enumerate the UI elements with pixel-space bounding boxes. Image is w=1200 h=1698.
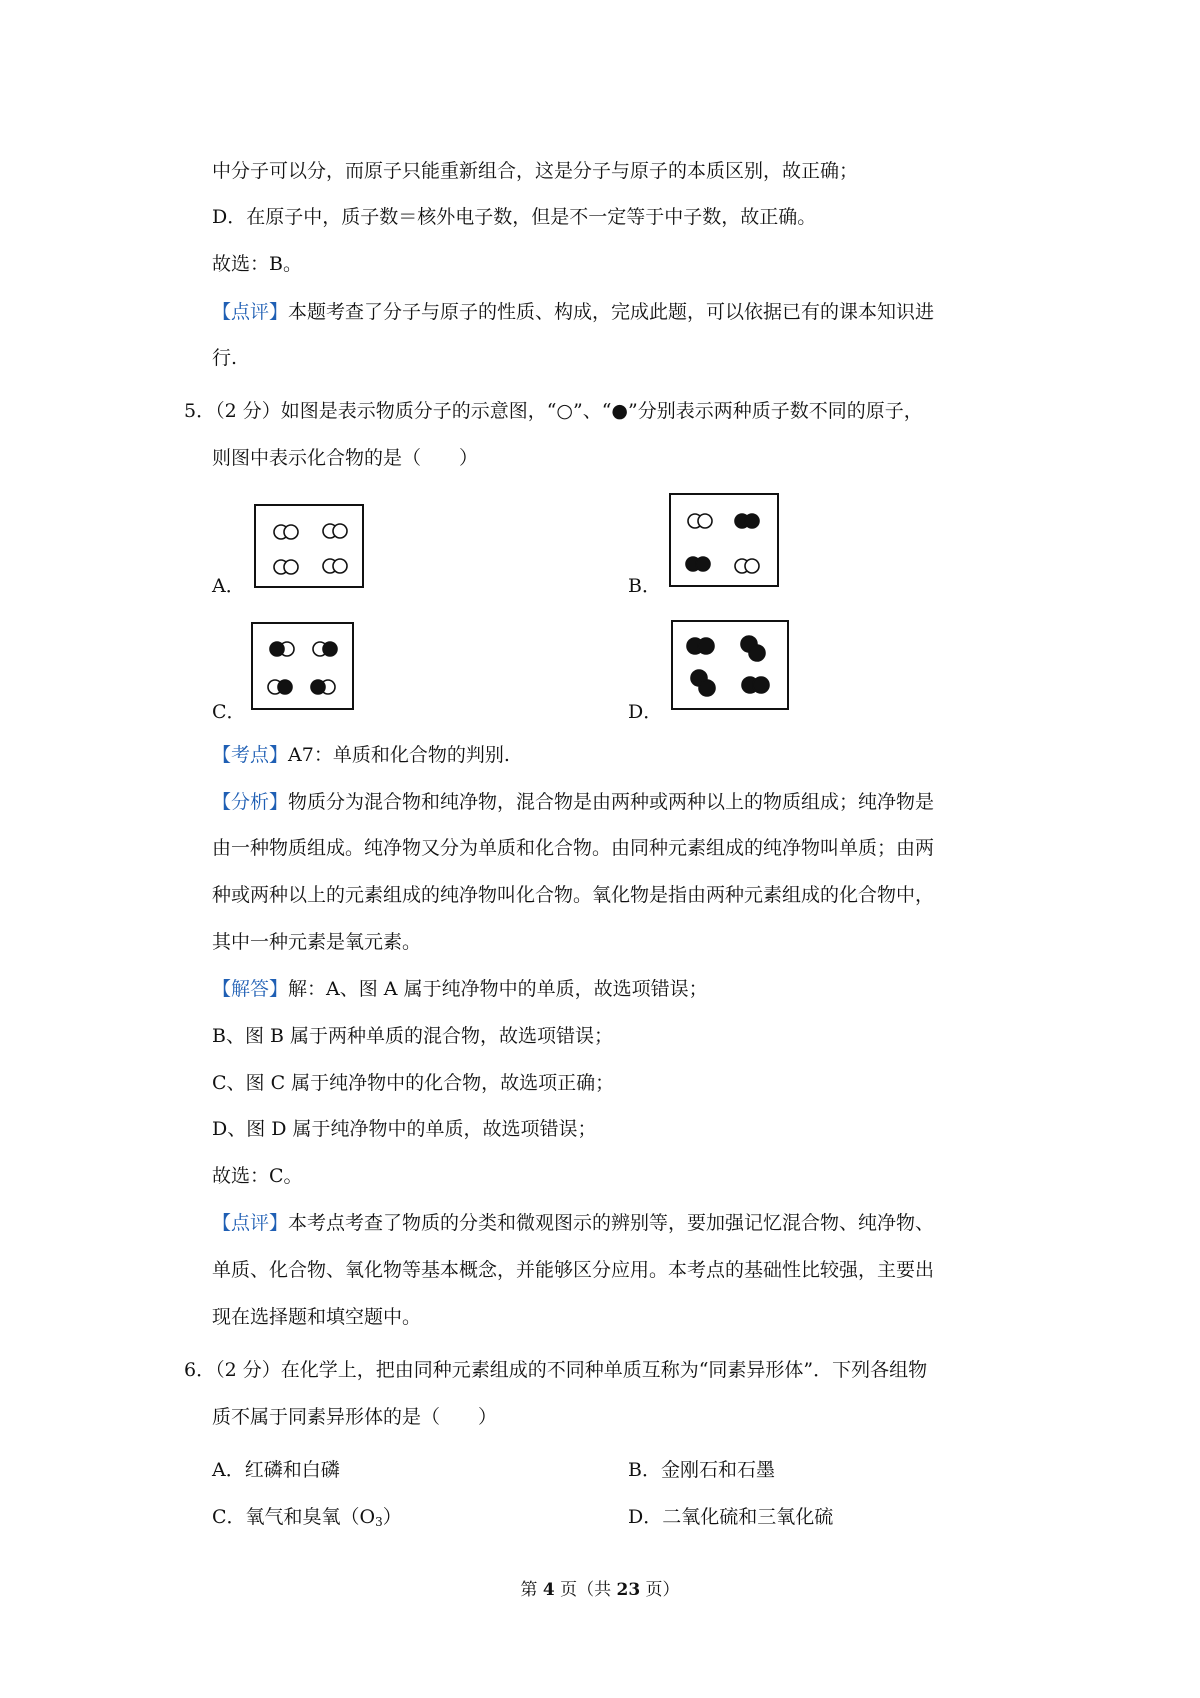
- q5-fenxi-line4: 其中一种元素是氧元素。: [212, 931, 422, 953]
- q5-jieda-line4: D、图 D 属于纯净物中的单质，故选项错误；: [212, 1118, 597, 1140]
- q5-stem: 5．（2 分）如图是表示物质分子的示意图，“○”、“●”分别表示两种质子数不同的原子，: [184, 400, 923, 422]
- q5-fenxi-line2: 由一种物质组成。纯净物又分为单质和化合物。由同种元素组成的纯净物叫单质；由两: [212, 837, 935, 859]
- tag-bracket-close: 】: [269, 301, 289, 323]
- q5-answer: 故选：C。: [212, 1165, 303, 1187]
- dianping-tag: 点评: [231, 1212, 270, 1234]
- q5-fenxi-line3: 种或两种以上的元素组成的纯净物叫化合物。氧化物是指由两种元素组成的化合物中，: [212, 884, 935, 906]
- q5-dianping-line3: 现在选择题和填空题中。: [212, 1306, 422, 1328]
- kaodian-text: A7：单质和化合物的判别.: [288, 744, 510, 766]
- prev-option-d: D．在原子中，质子数＝核外电子数，但是不一定等于中子数，故正确。: [212, 206, 817, 228]
- prev-comment: [212, 299, 934, 325]
- q5-option-c-label: C．: [212, 701, 246, 723]
- diagram-b-molecules: [671, 495, 777, 585]
- tag-bracket-close: 】: [269, 744, 289, 766]
- footer-page-number: 4: [542, 1580, 555, 1600]
- q6-option-c: [212, 1504, 402, 1530]
- q5-dianping-line2: 单质、化合物、氧化物等基本概念，并能够区分应用。本考点的基础性比较强，主要出: [212, 1259, 935, 1281]
- jieda-text: 解：A、图 A 属于纯净物中的单质，故选项错误；: [288, 978, 708, 1000]
- q5-fenxi: [212, 789, 934, 815]
- footer-suffix: 页）: [640, 1580, 680, 1600]
- q6-option-c-subscript: 3: [375, 1515, 383, 1529]
- q6-option-b: B．金刚石和石墨: [628, 1459, 775, 1481]
- prev-comment-cont: 行.: [212, 347, 238, 369]
- q6-stem: 6．（2 分）在化学上，把由同种元素组成的不同种单质互称为“同素异形体”．下列各组物: [184, 1359, 928, 1381]
- q5-option-b-diagram: [669, 493, 779, 587]
- q5-option-a-label: A．: [212, 575, 245, 597]
- tag-bracket-close: 】: [269, 978, 289, 1000]
- q6-option-c-end: ）: [382, 1506, 402, 1528]
- q6-option-a: A．红磷和白磷: [212, 1459, 340, 1481]
- q5-kaodian: [212, 742, 510, 768]
- footer-middle: 页（共: [554, 1580, 617, 1600]
- q5-jieda-line3: C、图 C 属于纯净物中的化合物，故选项正确；: [212, 1072, 615, 1094]
- footer-prefix: 第: [520, 1580, 543, 1600]
- q5-option-c-diagram: [251, 622, 354, 710]
- tag-bracket-close: 】: [269, 1212, 289, 1234]
- footer-total-pages: 23: [616, 1580, 641, 1600]
- tag-bracket-open: 【: [212, 1212, 232, 1234]
- jieda-tag: 解答: [231, 978, 270, 1000]
- comment-tag: 点评: [231, 301, 270, 323]
- q5-option-d-diagram: [671, 620, 789, 710]
- dianping-text: 本考点考查了物质的分类和微观图示的辨别等，要加强记忆混合物、纯净物、: [288, 1212, 935, 1234]
- diagram-d-molecules: [673, 622, 787, 708]
- page-footer: [0, 1578, 1200, 1602]
- diagram-a-molecules: [256, 506, 362, 586]
- q6-option-d: D．二氧化硫和三氧化硫: [628, 1506, 834, 1528]
- q5-option-b-label: B．: [628, 575, 661, 597]
- q5-option-a-diagram: [254, 504, 364, 588]
- prev-c-tail: 中分子可以分，而原子只能重新组合，这是分子与原子的本质区别，故正确；: [212, 160, 859, 182]
- tag-bracket-open: 【: [212, 791, 232, 813]
- q5-option-d-label: D．: [628, 701, 663, 723]
- tag-bracket-open: 【: [212, 301, 232, 323]
- q5-jieda-line2: B、图 B 属于两种单质的混合物，故选项错误；: [212, 1025, 614, 1047]
- q5-stem-cont: 则图中表示化合物的是（ ）: [212, 447, 479, 469]
- q6-option-c-text: C．氧气和臭氧（O: [212, 1506, 376, 1528]
- prev-answer: 故选：B。: [212, 253, 302, 275]
- q5-dianping: [212, 1210, 934, 1236]
- fenxi-tag: 分析: [231, 791, 270, 813]
- tag-bracket-close: 】: [269, 791, 289, 813]
- fenxi-text: 物质分为混合物和纯净物，混合物是由两种或两种以上的物质组成；纯净物是: [288, 791, 935, 813]
- kaodian-tag: 考点: [231, 744, 270, 766]
- tag-bracket-open: 【: [212, 744, 232, 766]
- q5-jieda: [212, 976, 708, 1002]
- diagram-c-molecules: [253, 624, 352, 708]
- tag-bracket-open: 【: [212, 978, 232, 1000]
- q6-stem-cont: 质不属于同素异形体的是（ ）: [212, 1406, 498, 1428]
- comment-text: 本题考查了分子与原子的性质、构成，完成此题，可以依据已有的课本知识进: [288, 301, 935, 323]
